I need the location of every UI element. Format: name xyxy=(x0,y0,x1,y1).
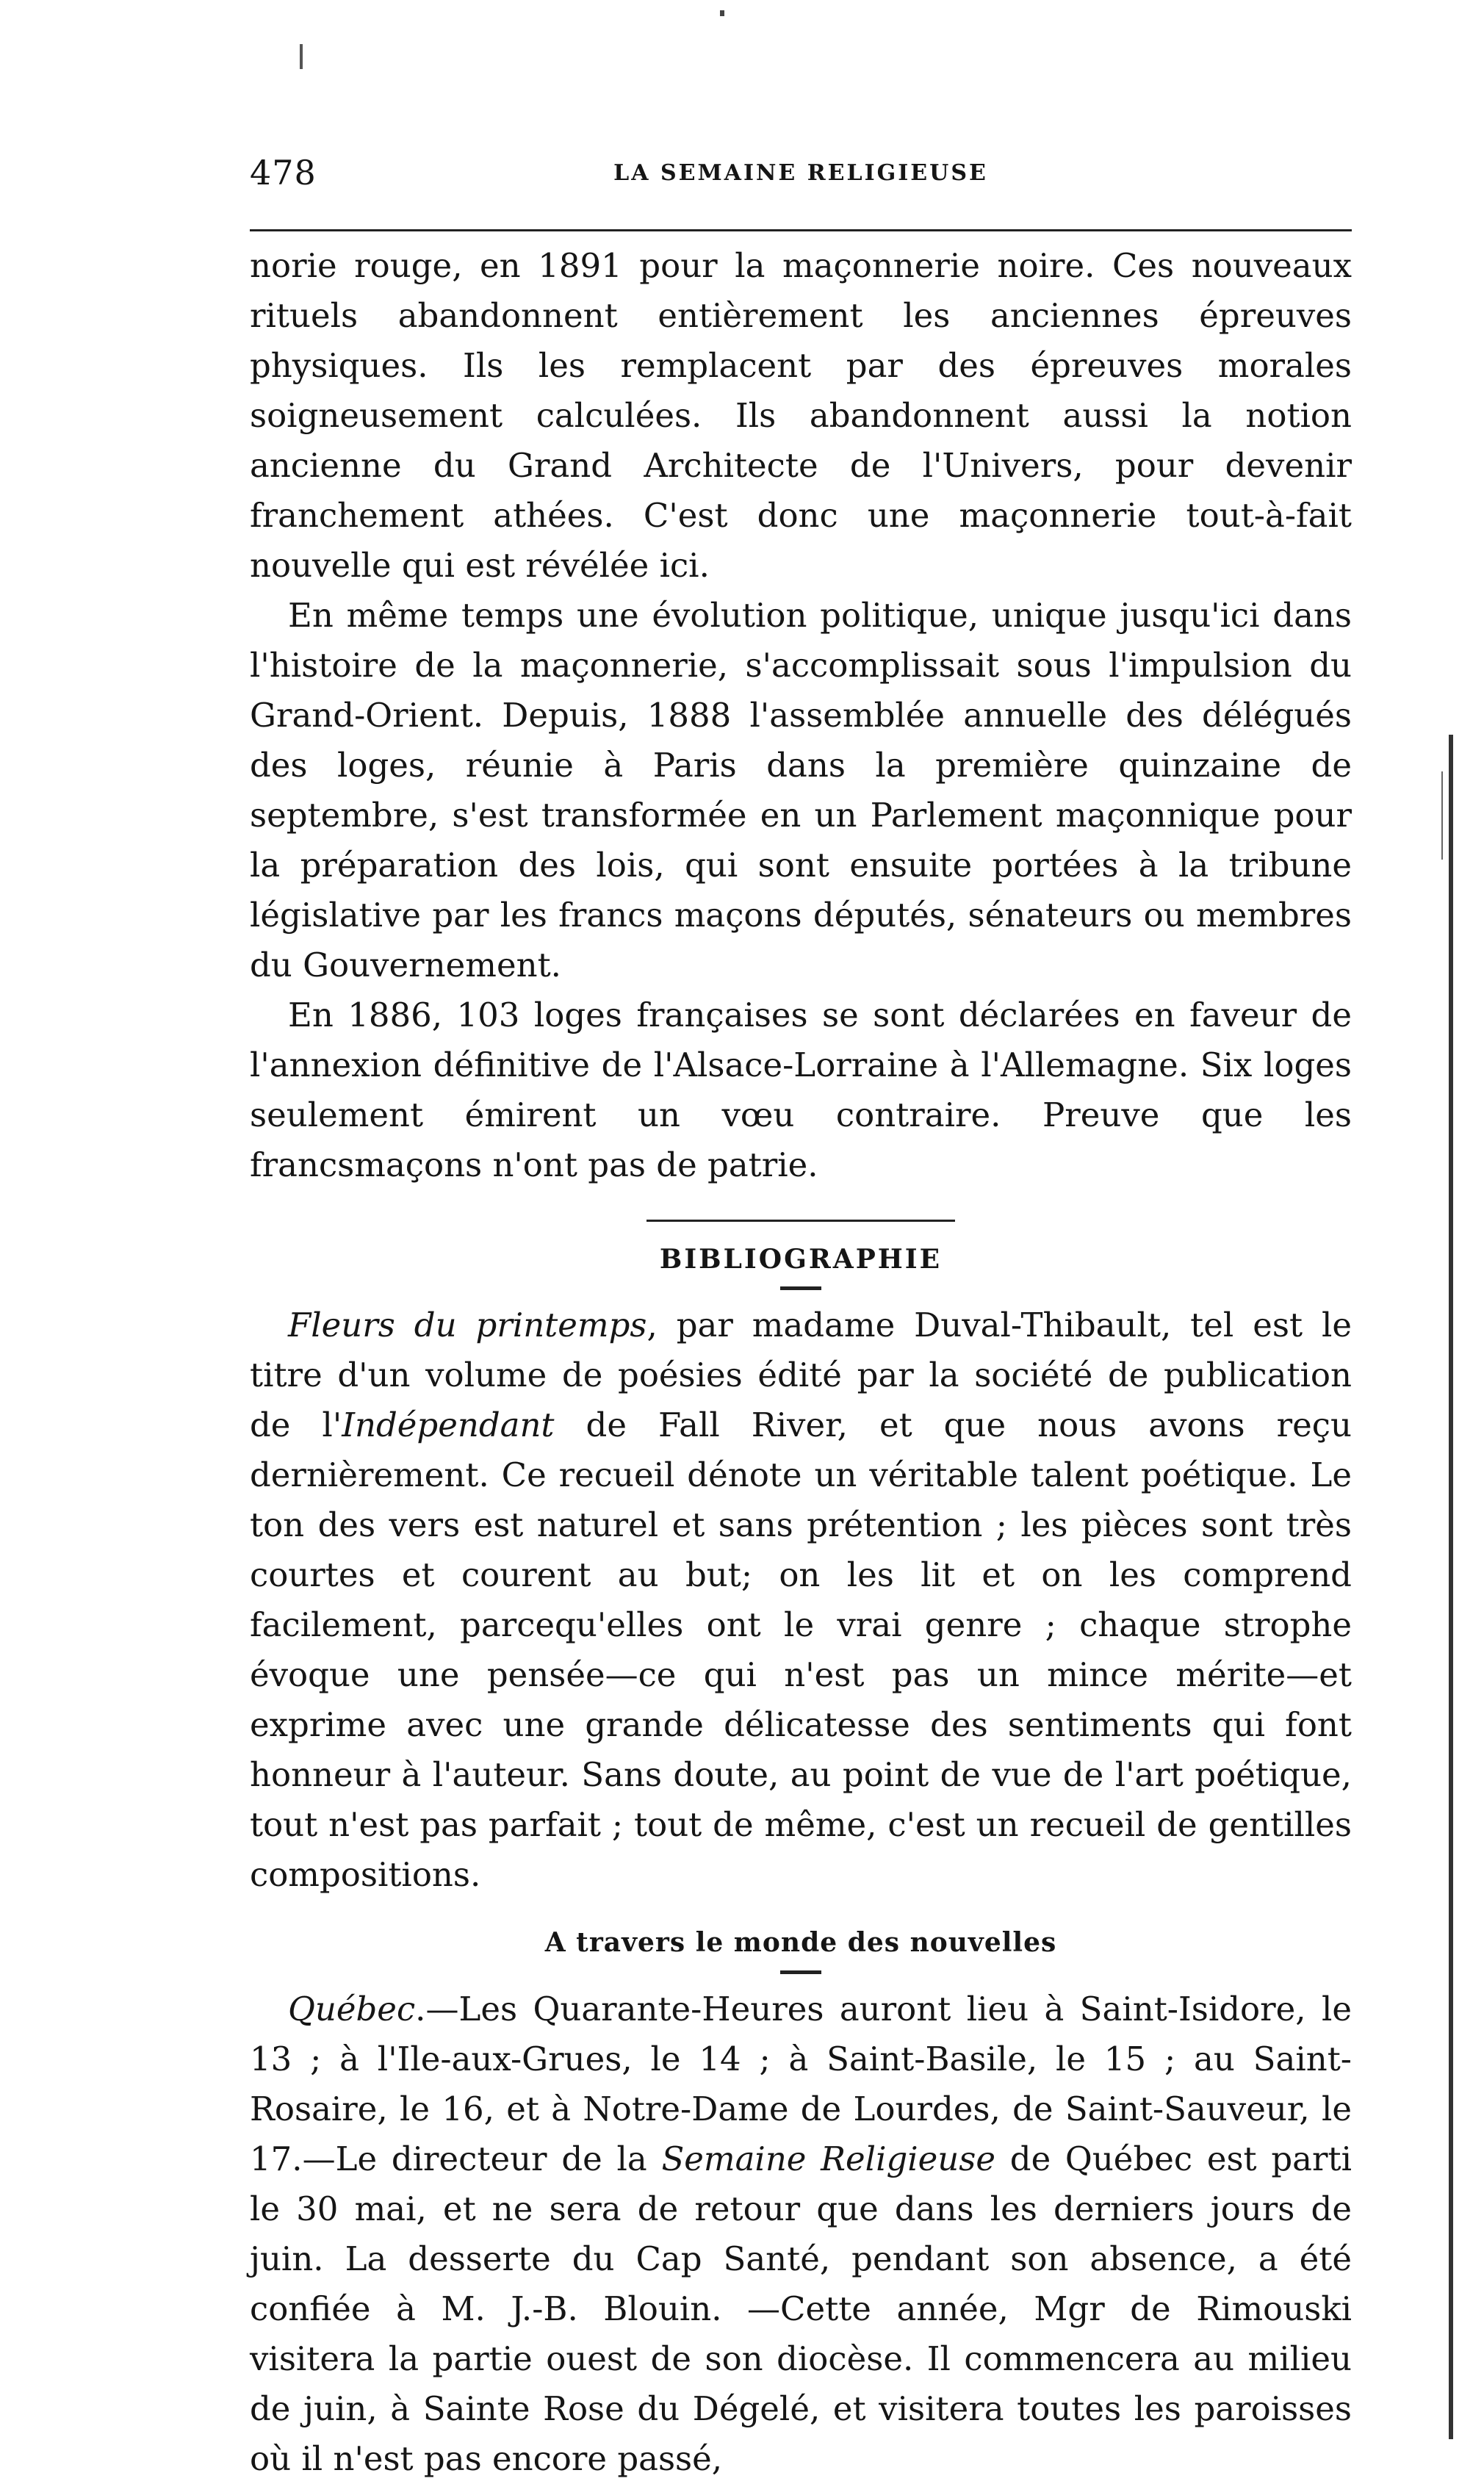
nouvelles-heading: A travers le monde des nouvelles xyxy=(544,1927,1057,1958)
section-divider xyxy=(646,1220,955,1222)
running-title: LA SEMAINE RELIGIEUSE xyxy=(613,160,988,186)
page-number: 478 xyxy=(250,153,317,192)
subheading-dash xyxy=(780,1970,821,1974)
scan-speck xyxy=(300,44,303,69)
header-rule xyxy=(250,229,1352,231)
paragraph-political-evolution: En même temps une évolution politique, unique jusqu'ici dans l'histoire de la maçonnerie, s'accomplissait sous l'impulsion du Grand-Orient. Depuis, 1888 l'assemblée annuelle des délégués des loges, réunie à Paris dans la première quinzaine de septembre, s'est transformée en un Parlement maçonnique pour la préparation des lois, qui sont ensuite portées à la tribune législative par les francs maçons députés, sénateurs ou membres du Gouvernement. xyxy=(250,596,1352,984)
bibliographie-text-b: de Fall River, et que nous avons reçu dernièrement. Ce recueil dénote un véritable talent poétique. Le ton des vers est naturel et sans prétention ; les pièces sont très courtes et courent au but; on les lit et on les comprend facilement, parcequ'elles ont le vrai genre ; chaque strophe évoque une pensée—ce qui n'est pas un mince mérite—et exprime avec une grande délicatesse des sentiments qui font honneur à l'auteur. Sans doute, au point de vue de l'art poétique, tout n'est pas parfait ; tout de même, c'est un recueil de gentilles compositions. xyxy=(250,1405,1352,1894)
nouvelles-paragraph xyxy=(250,1984,1352,2484)
body-text xyxy=(250,241,1352,2484)
bibliographie-text-a: , par madame Duval-Thibault, tel est le titre d'un volume de poésies édité par la société de publication de l' xyxy=(250,1306,1352,1444)
nouvelles-text-a: .—Les Quarante-Heures auront lieu à Saint-Isidore, le 13 ; à l'Ile-aux-Grues, le 14 ; à Saint-Basile, le 15 ; au Saint-Rosaire, le 16, et à Notre-Dame de Lourdes, de Saint-Sauveur, le 17.—Le directeur de la xyxy=(250,1990,1352,2178)
paragraph-continuation: norie rouge, en 1891 pour la maçonnerie noire. Ces nouveaux rituels abandonnent entièrement les anciennes épreuves physiques. Ils les remplacent par des épreuves morales soigneusement calculées. Ils abandonnent aussi la notion ancienne du Grand Architecte de l'Univers, pour devenir franchement athées. C'est donc une maçonnerie tout-à-fait nouvelle qui est révélée ici. xyxy=(250,246,1352,585)
bibliographie-heading: BIBLIOGRAPHIE xyxy=(659,1244,943,1275)
scan-edge-mark xyxy=(1449,735,1453,2439)
book-title: Fleurs du printemps xyxy=(288,1306,647,1344)
page xyxy=(250,147,1352,2478)
scan-speck xyxy=(720,10,724,16)
nouvelles-text-b: de Québec est parti le 30 mai, et ne sera de retour que dans les derniers jours de juin. La desserte du Cap Santé, pendant son absence, a été confiée à M. J.-B. Blouin. —Cette année, Mgr de Rimouski visitera la partie ouest de son diocèse. Il commencera au milieu de juin, à Sainte Rose du Dégelé, et visitera toutes les paroisses où il n'est pas encore passé, xyxy=(250,2139,1352,2478)
scan-edge-mark-thin xyxy=(1441,771,1443,860)
running-head xyxy=(250,147,1352,206)
journal-title: Semaine Religieuse xyxy=(661,2139,996,2178)
publisher-name: Indépendant xyxy=(342,1405,555,1444)
paragraph-annexion: En 1886, 103 loges françaises se sont déclarées en faveur de l'annexion définitive de l'Alsace-Lorraine à l'Allemagne. Six loges seulement émirent un vœu contraire. Preuve que les francsmaçons n'ont pas de patrie. xyxy=(250,996,1352,1184)
place-name: Québec xyxy=(288,1990,416,2028)
heading-dash xyxy=(780,1286,821,1290)
bibliographie-paragraph xyxy=(250,1300,1352,1900)
